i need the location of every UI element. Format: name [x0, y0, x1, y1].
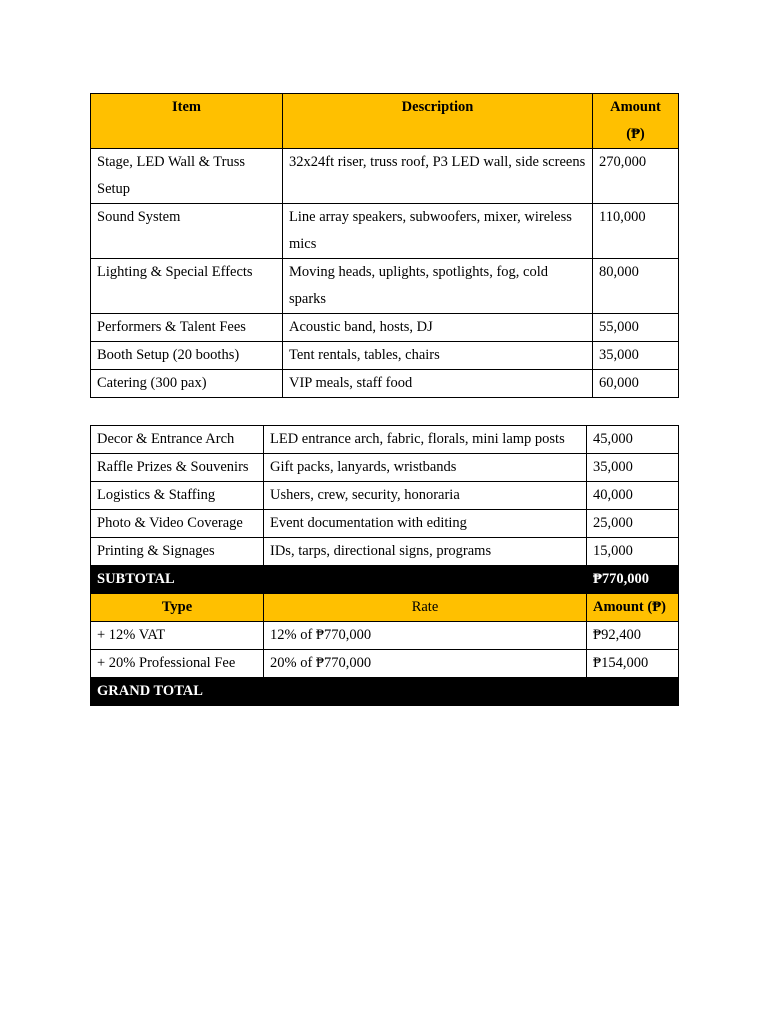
item-cell: Catering (300 pax): [91, 370, 283, 398]
table-row: [91, 426, 679, 454]
fee-type-cell: + 20% Professional Fee: [91, 650, 264, 678]
fee-amount-cell: ₱154,000: [587, 650, 679, 678]
table-row: [91, 370, 679, 398]
subtotal-label: SUBTOTAL: [91, 566, 587, 594]
fee-rate-cell: 12% of ₱770,000: [264, 622, 587, 650]
amount-cell: 35,000: [587, 454, 679, 482]
amount-header-line2: (₱): [626, 126, 645, 142]
description-cell: Gift packs, lanyards, wristbands: [264, 454, 587, 482]
description-cell: Tent rentals, tables, chairs: [283, 342, 593, 370]
item-cell: Decor & Entrance Arch: [91, 426, 264, 454]
amount-cell: 60,000: [593, 370, 679, 398]
fee-row: [91, 650, 679, 678]
item-cell: Sound System: [91, 204, 283, 259]
amount-cell: 80,000: [593, 259, 679, 314]
item-cell: Logistics & Staffing: [91, 482, 264, 510]
budget-table: [90, 93, 679, 398]
item-cell: Raffle Prizes & Souvenirs: [91, 454, 264, 482]
description-cell: IDs, tarps, directional signs, programs: [264, 538, 587, 566]
budget-continued-table: [90, 425, 679, 706]
item-cell: Lighting & Special Effects: [91, 259, 283, 314]
subtotal-row: [91, 566, 679, 594]
table-row: [91, 314, 679, 342]
fee-rate-cell: 20% of ₱770,000: [264, 650, 587, 678]
item-column-header: Item: [91, 94, 283, 149]
amount-column-header: [593, 94, 679, 149]
item-cell: Printing & Signages: [91, 538, 264, 566]
budget-header-row: [91, 94, 679, 149]
fee-type-cell: + 12% VAT: [91, 622, 264, 650]
amount-cell: 15,000: [587, 538, 679, 566]
description-column-header: Description: [283, 94, 593, 149]
description-cell: Event documentation with editing: [264, 510, 587, 538]
item-cell: Stage, LED Wall & Truss Setup: [91, 149, 283, 204]
fee-amount-column-header: Amount (₱): [587, 594, 679, 622]
table-row: [91, 510, 679, 538]
grand-total-row: [91, 678, 679, 706]
description-cell: Ushers, crew, security, honoraria: [264, 482, 587, 510]
amount-cell: 270,000: [593, 149, 679, 204]
subtotal-amount: ₱770,000: [587, 566, 679, 594]
item-cell: Booth Setup (20 booths): [91, 342, 283, 370]
amount-cell: 110,000: [593, 204, 679, 259]
grand-total-amount: [587, 678, 679, 706]
description-cell: Acoustic band, hosts, DJ: [283, 314, 593, 342]
table-row: [91, 149, 679, 204]
amount-header-line1: Amount: [610, 99, 661, 115]
description-cell: 32x24ft riser, truss roof, P3 LED wall, side screens: [283, 149, 593, 204]
description-cell: Moving heads, uplights, spotlights, fog, cold sparks: [283, 259, 593, 314]
grand-total-label: GRAND TOTAL: [91, 678, 587, 706]
rate-column-header: Rate: [264, 594, 587, 622]
amount-cell: 35,000: [593, 342, 679, 370]
fee-amount-cell: ₱92,400: [587, 622, 679, 650]
description-cell: VIP meals, staff food: [283, 370, 593, 398]
description-cell: LED entrance arch, fabric, florals, mini lamp posts: [264, 426, 587, 454]
item-cell: Photo & Video Coverage: [91, 510, 264, 538]
amount-cell: 55,000: [593, 314, 679, 342]
item-cell: Performers & Talent Fees: [91, 314, 283, 342]
table-row: [91, 259, 679, 314]
amount-cell: 45,000: [587, 426, 679, 454]
amount-cell: 25,000: [587, 510, 679, 538]
table-row: [91, 482, 679, 510]
table-row: [91, 204, 679, 259]
table-row: [91, 538, 679, 566]
type-column-header: Type: [91, 594, 264, 622]
fee-row: [91, 622, 679, 650]
amount-cell: 40,000: [587, 482, 679, 510]
fees-header-row: [91, 594, 679, 622]
table-row: [91, 454, 679, 482]
table-row: [91, 342, 679, 370]
description-cell: Line array speakers, subwoofers, mixer, wireless mics: [283, 204, 593, 259]
